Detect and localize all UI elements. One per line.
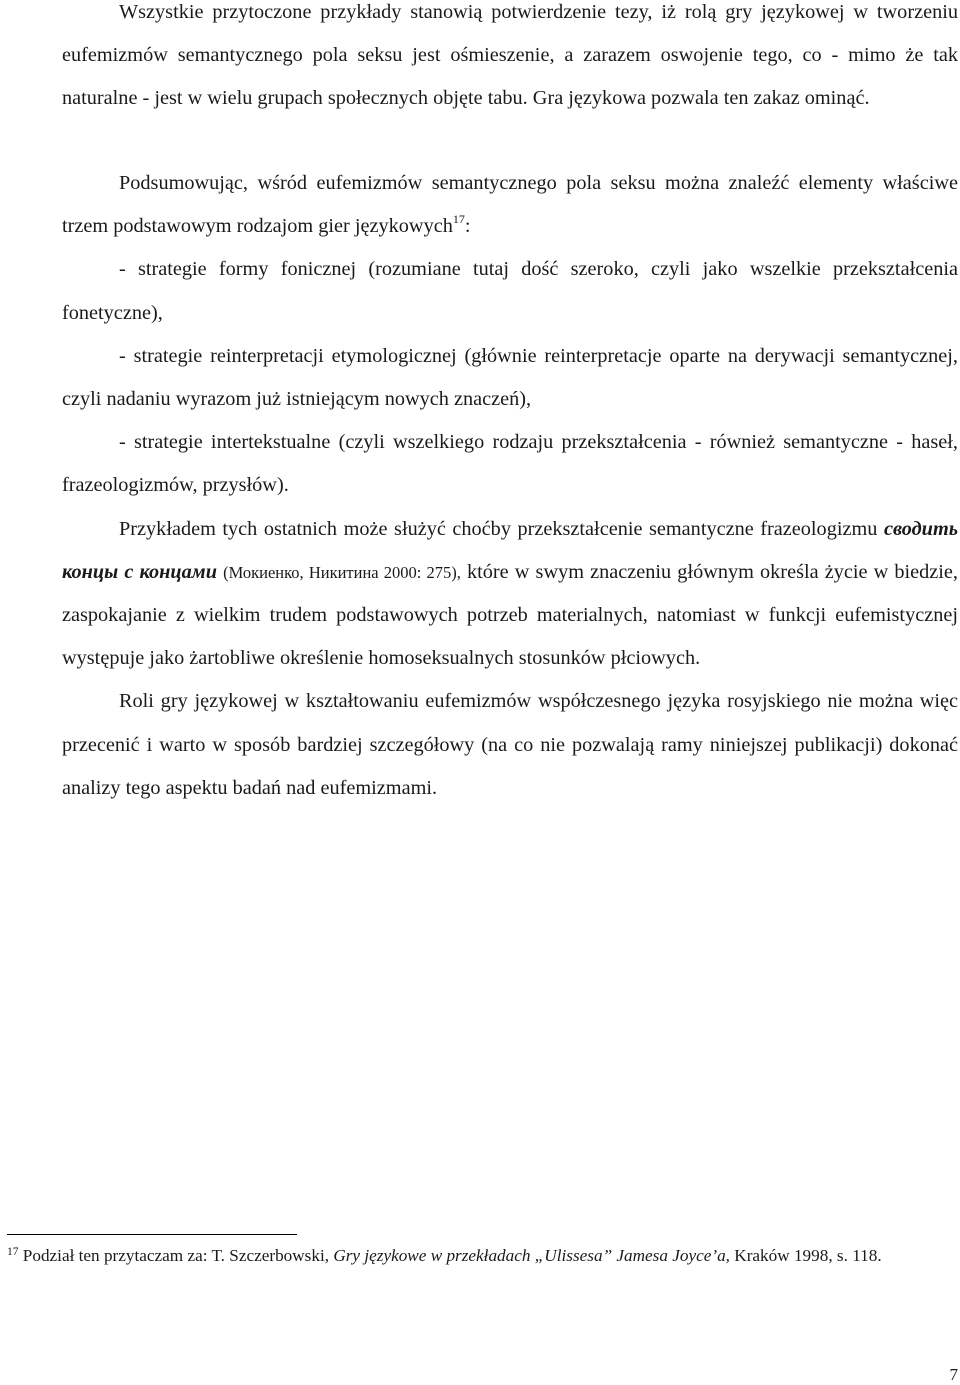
paragraph-3-start: Przykładem tych ostatnich może służyć choćby przekształcenie semantyczne frazeologizmu	[119, 517, 884, 540]
citation-reference: (Мокиенко, Никитина 2000: 275),	[223, 562, 461, 582]
page-number: 7	[949, 1365, 958, 1384]
footnote-number: 17	[7, 1246, 19, 1258]
list-item-foniczna: - strategie formy fonicznej (rozumiane tutaj dość szeroko, czyli jako wszelkie przekształcenia fonetyczne),	[62, 258, 958, 324]
footnote-book-title: Gry językowe w przekładach „Ulissesa” Jamesa Joyce’a,	[333, 1246, 730, 1265]
paragraph-2-text: Podsumowując, wśród eufemizmów semantycznego pola seksu można znaleźć elementy właściwe trzem podstawowym rodzajom gier językowych	[62, 172, 958, 238]
footnote-text-end: Kraków 1998, s. 118.	[729, 1246, 882, 1265]
paragraph-1: Wszystkie przytoczone przykłady stanowią potwierdzenie tezy, iż rolą gry językowej w tworzeniu eufemizmów semantycznego pola seksu jest ośmieszenie, a zarazem oswojenie tego, co - mimo że tak naturalne - jest w wielu grupach społecznych objęte tabu. Gra językowa pozwala ten zakaz ominąć.	[62, 1, 958, 110]
list-item-intertekstualna: - strategie intertekstualne (czyli wszelkiego rodzaju przekształcenia - również semantyczne - haseł, frazeologizmów, przysłów).	[62, 431, 958, 497]
list-item-etymologiczna: - strategie reinterpretacji etymologicznej (głównie reinterpretacje oparte na derywacji semantycznej, czyli nadaniu wyrazom już istniejącym nowych znaczeń),	[62, 344, 958, 411]
paragraph-3	[62, 508, 958, 681]
footnote-text-start: Podział ten przytaczam za: T. Szczerbowski,	[18, 1246, 334, 1265]
footnote-reference[interactable]: 17	[452, 212, 465, 227]
body-block	[62, 162, 958, 810]
paragraph-4: Roli gry językowej w kształtowaniu eufemizmów współczesnego języka rosyjskiego nie można więc przecenić i warto w sposób bardziej szczegółowy (na co nie pozwalają ramy niniejszej publikacji) dokonać analizy tego aspektu badań nad eufemizmami.	[62, 690, 958, 799]
footnote	[7, 1244, 937, 1269]
paragraph-2-colon: :	[464, 215, 471, 238]
paragraph-2	[62, 162, 958, 248]
paragraph-3-end: które w swym znaczeniu głównym określa życie w biedzie, zaspokajanie z wielkim trudem podstawowych potrzeb materialnych, natomiast w funkcji eufemistycznej występuje jako żartobliwe określenie homoseksualnych stosunków płciowych.	[62, 560, 958, 670]
footnote-separator	[7, 1234, 297, 1235]
russian-phraseologism: сводить концы с концами	[62, 517, 958, 583]
